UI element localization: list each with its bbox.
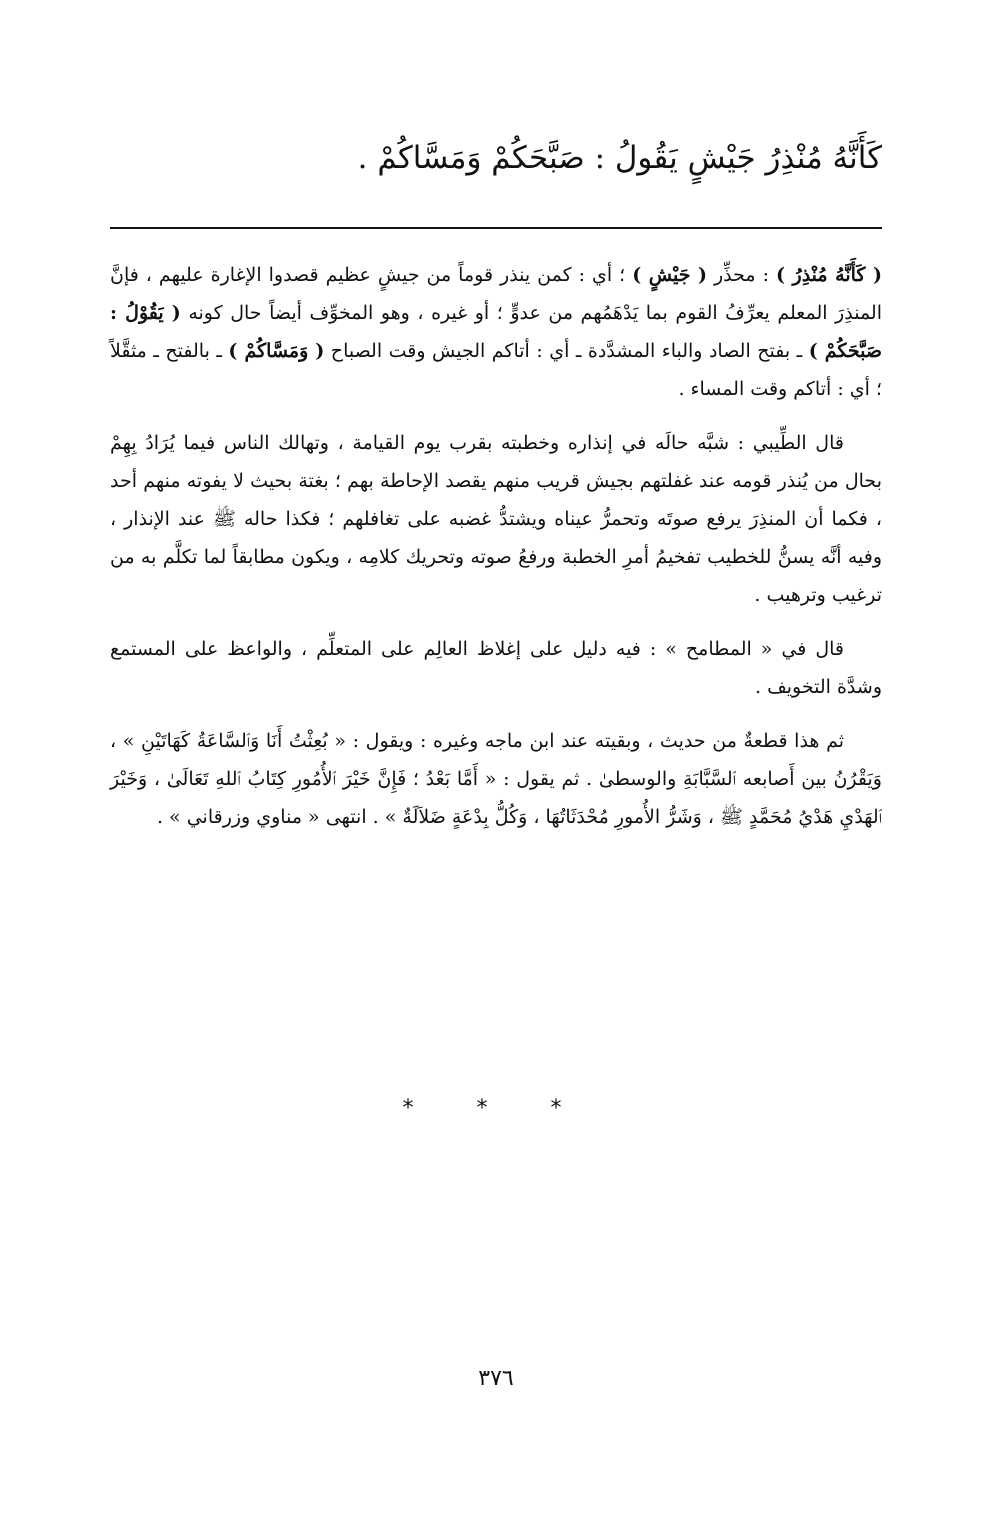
hadith-verse: كَأَنَّهُ مُنْذِرُ جَيْشٍ يَقُولُ : صَبَّحَكُمْ وَمَسَّاكُمْ . xyxy=(357,140,882,176)
commentary-text: ـ بفتح الصاد والباء المشدَّدة ـ أي : أتاكم الجيش وقت الصباح xyxy=(324,340,809,362)
commentary-paragraph-1 xyxy=(110,256,882,408)
commentary-text: : محذِّر xyxy=(707,264,776,286)
quoted-term: ( يَقُوْلُ : صَبَّحَكُمْ ) xyxy=(110,302,883,362)
commentary-paragraph-4: ثم هذا قطعةٌ من حديث ، وبقيته عند ابن ماجه وغيره : ويقول : « بُعِثْتُ أَنَا وَٱلسَّاعَةُ كَهَاتَيْنِ » ، وَيَقْرُنُ بين أَصابعه ٱلسَّبَّابَةِ والوسطىٰ . ثم يقول : « أَمَّا بَعْدُ ؛ فَإِنَّ خَيْرَ ٱلأُمُورِ كِتَابُ ٱللهِ تَعَالَىٰ ، وَخَيْرَ ٱلهَدْيِ هَدْيُ مُحَمَّدٍ ﷺ ، وَشَرُّ الأُمورِ مُحْدَثَاتُهَا ، وَكُلُّ بِدْعَةٍ ضَلاَلَةٌ » . انتهى « مناوي وزرقاني » . xyxy=(110,730,882,828)
page-number: ٣٧٦ xyxy=(478,1366,514,1391)
commentary-paragraph-3: قال في « المطامح » : فيه دليل على إغلاظ العالِم على المتعلِّم ، والواعظ على المستمع وشدَّة التخويف . xyxy=(110,638,882,698)
horizontal-divider xyxy=(110,227,882,229)
commentary-paragraph-2: قال الطِّيبي : شبَّه حالَه في إنذاره وخطبته بقرب يوم القيامة ، وتهالك الناس فيما يُرَادُ بِهِمْ بحال من يُنذر قومه عند غفلتهم بجيش قريب منهم يقصد الإحاطة بهم ؛ بغتة بحيث لا يفوته منهم أحد ، فكما أن المنذِرَ يرفع صوتَه وتحمرُّ عيناه ويشتدُّ غضبه على تغافلهم ؛ فكذا حاله ﷺ عند الإنذار ، وفيه أنَّه يسنُّ للخطيب تفخيمُ أمرِ الخطبة ورفعُ صوته وتحريك كلامِه ، ويكون مطابقاً لما تكلَّم به من ترغيب وترهيب . xyxy=(110,432,882,606)
commentary-text: ـ بالفتح ـ مثقَّلاً ؛ أي : أتاكم وقت المساء . xyxy=(110,340,882,400)
quoted-term: ( وَمَسَّاكُمْ ) xyxy=(228,340,325,362)
quoted-term: ( جَيْشٍ ) xyxy=(632,264,708,286)
commentary-text: ؛ أي : كمن ينذر قوماً من جيشٍ عظيم قصدوا الإغارة عليهم ، فإنَّ المنذِرَ المعلم يعرِّفُ القوم بما يَدْهَمُهم من عدوٍّ ؛ أو غيره ، وهو المخوِّف أيضاً حال كونه xyxy=(110,264,882,324)
quoted-term: ( كَأَنَّهُ مُنْذِرُ ) xyxy=(775,264,882,286)
section-separator: * * * xyxy=(402,1096,590,1121)
commentary-body xyxy=(110,256,882,852)
